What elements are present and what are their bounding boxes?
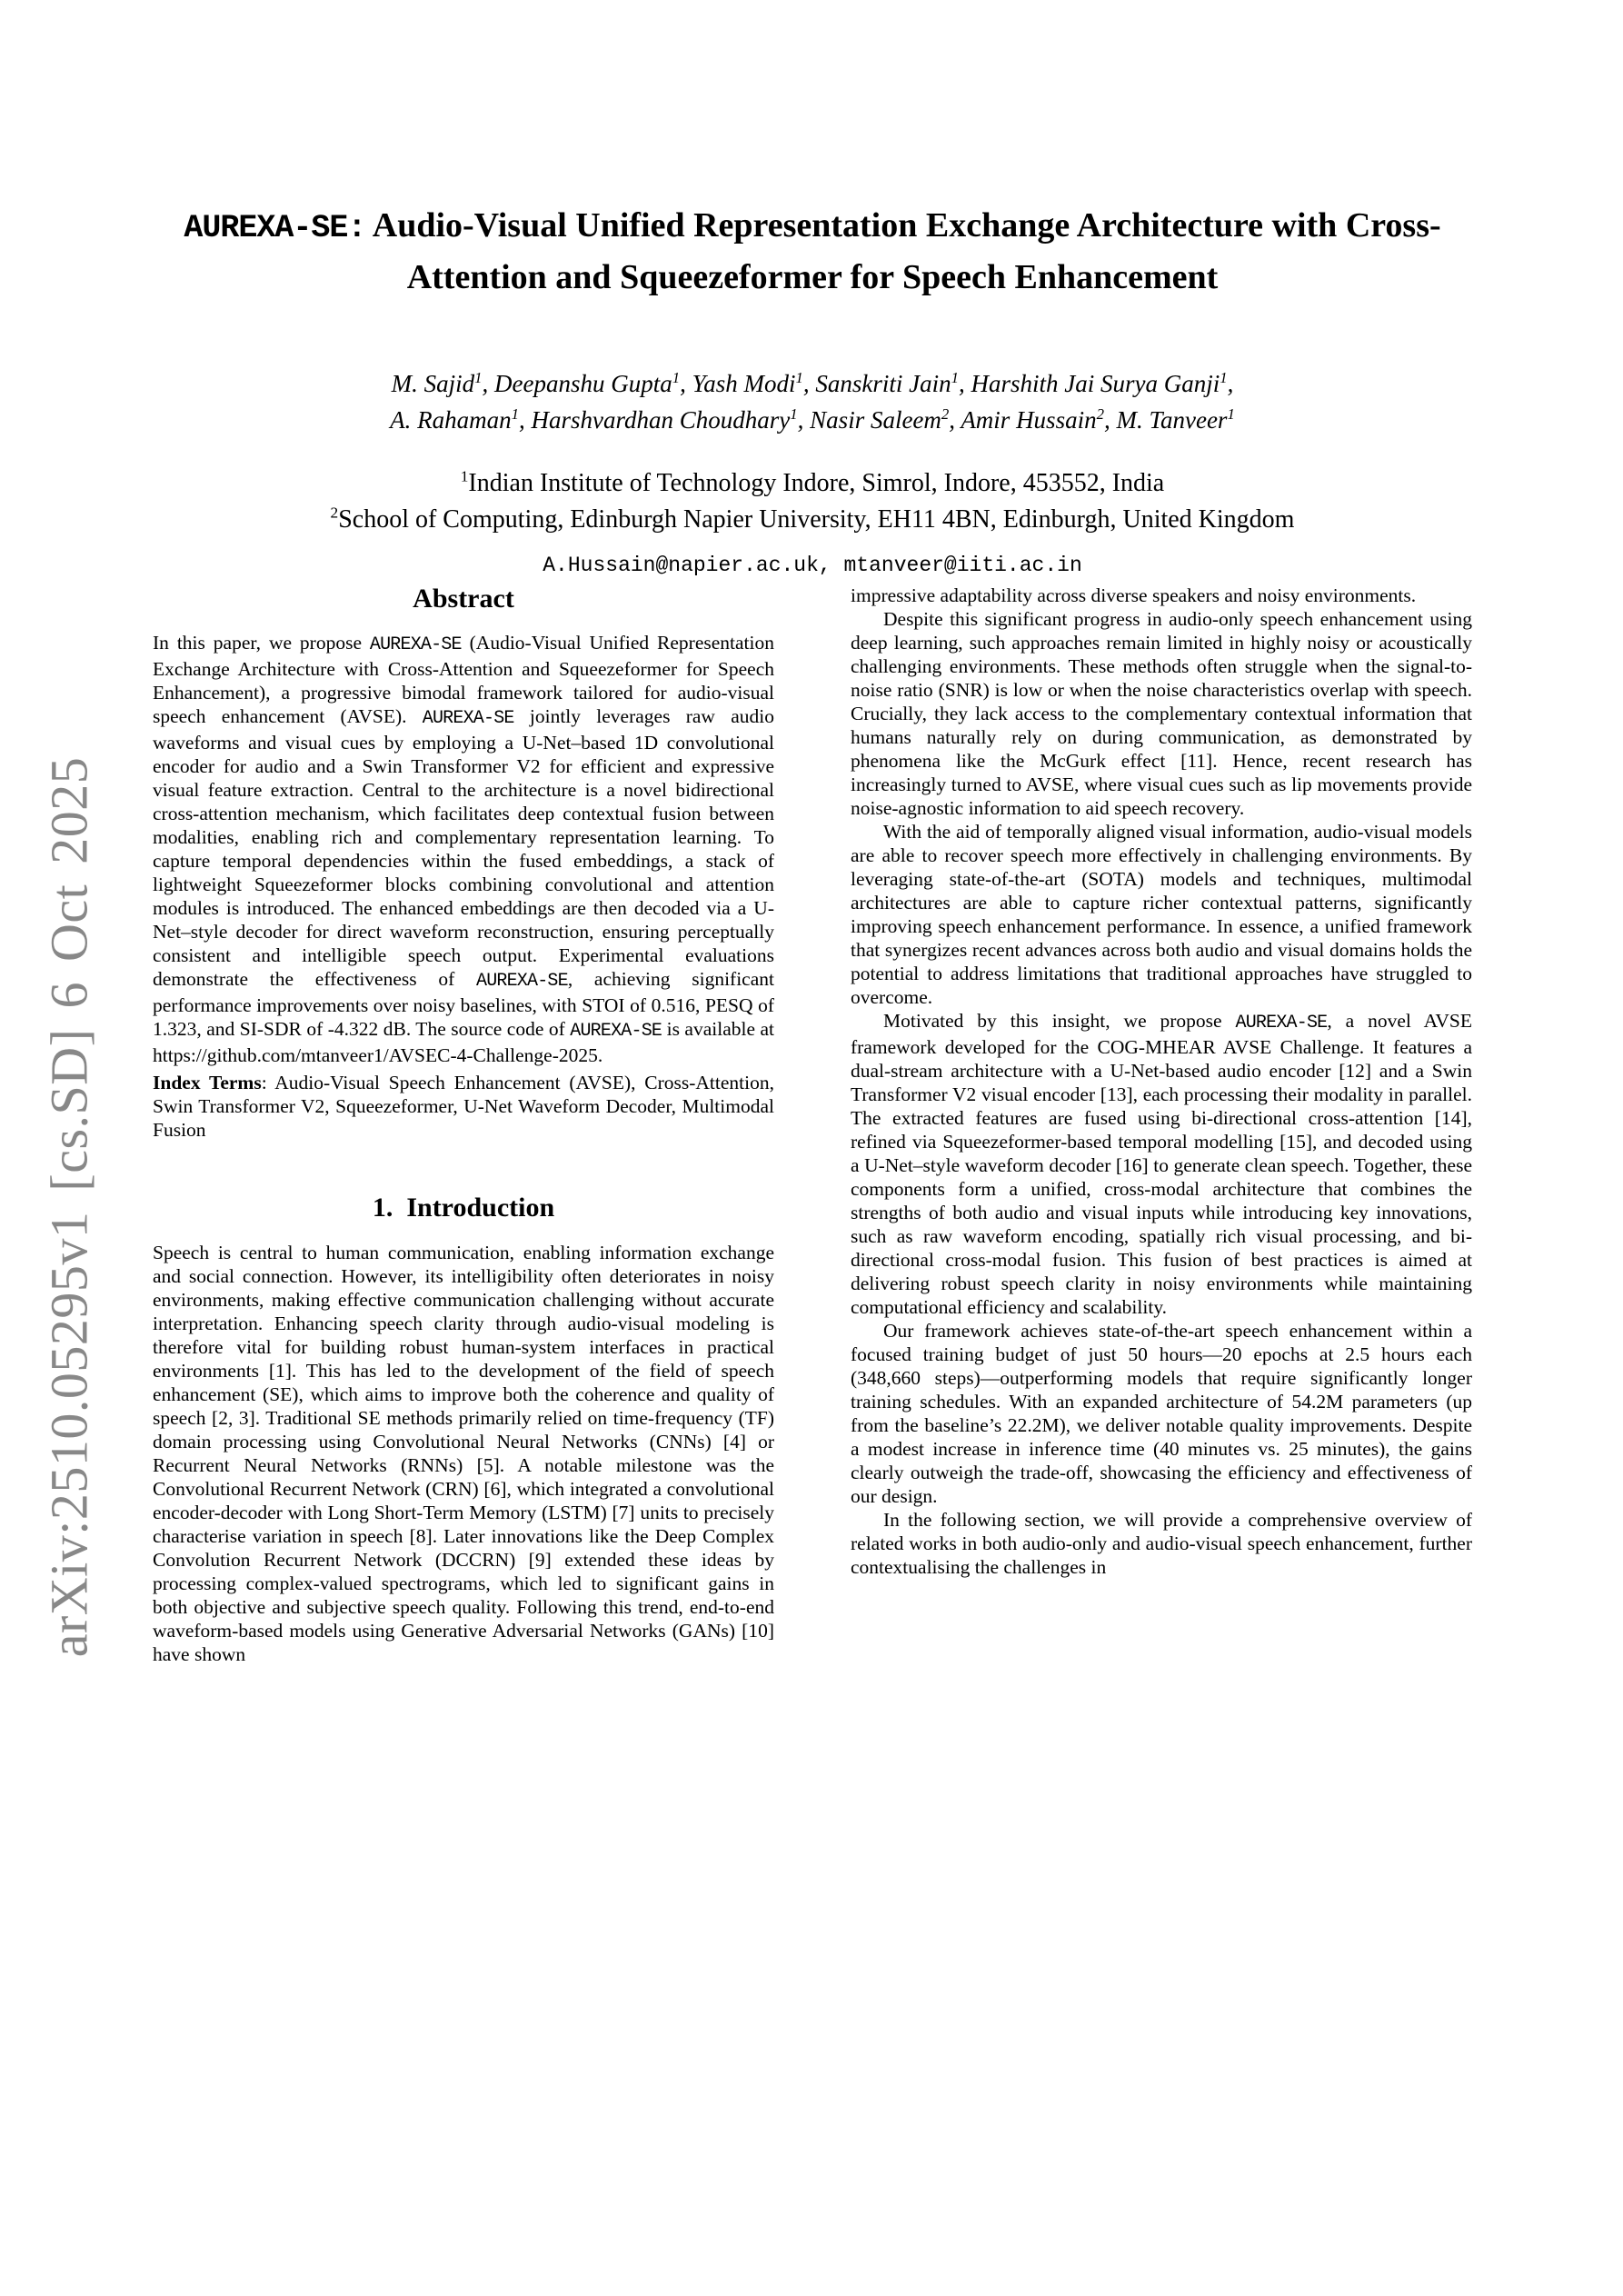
author-name: M. Sajid	[391, 370, 475, 397]
paper-title	[153, 0, 1472, 302]
inline-text: impressive adaptability across diverse speakers and noisy environments.	[851, 584, 1417, 606]
abstract-paragraph	[153, 631, 774, 1067]
affiliation-line	[153, 465, 1472, 502]
author-separator: ,	[519, 406, 532, 434]
author-separator: ,	[797, 406, 811, 434]
paragraph	[851, 584, 1472, 607]
author-separator: ,	[949, 406, 961, 434]
email-line: A.Hussain@napier.ac.uk, mtanveer@iiti.ac.in	[543, 554, 1082, 577]
paragraph	[153, 1241, 774, 1666]
introduction-heading	[153, 1193, 774, 1223]
author-name: Amir Hussain	[961, 406, 1097, 434]
author-separator: ,	[482, 370, 495, 397]
paragraph	[851, 607, 1472, 820]
inline-text: , achieving significant performance improvements over noisy baselines, with STOI of 0.516, PESQ of 1.323, and SI-SDR of -4.322 dB. The source code of	[153, 968, 774, 1040]
inline-text: Despite this significant progress in audio-only speech enhancement using deep learning, such approaches remain limited in highly noisy or acoustically challenging environments. These methods often struggle when the signal-to-noise ratio (SNR) is low or when the noise characteristics overlap with speech. Crucially, they lack access to the complementary contextual information that humans naturally rely on during communication, as demonstrated by phenomena like the McGurk effect [11]. Hence, recent research has increasingly turned to AVSE, where visual cues such as lip movements provide noise-agnostic information to aid speech recovery.	[851, 608, 1472, 819]
author-separator: ,	[958, 370, 971, 397]
author-affiliation-mark: 1	[1227, 405, 1235, 423]
author-affiliation-mark: 1	[1220, 369, 1228, 386]
section-number: 1.	[372, 1193, 393, 1223]
author-separator: ,	[680, 370, 692, 397]
affiliations-block	[153, 465, 1472, 538]
inline-text: Our framework achieves state-of-the-art speech enhancement within a focused training budget of just 50 hours—20 epochs at 2.5 hours each (348,660 steps)—outperforming models that require significantly longer training schedules. With an expanded architecture of 54.2M parameters (up from the baseline’s 22.2M), we deliver notable quality improvements. Despite a modest increase in inference time (40 minutes vs. 25 minutes), the gains clearly outweigh the trade-off, showcasing the efficiency and effectiveness of our design.	[851, 1320, 1472, 1507]
inline-text: In this paper, we propose	[153, 632, 370, 654]
affiliation-line	[153, 502, 1472, 538]
inline-mono-text: AUREXA-SE	[1235, 1013, 1328, 1033]
inline-text: , a novel AVSE framework developed for the COG-MHEAR AVSE Challenge. It features a dual-stream architecture with a U-Net-based audio encoder [12] and a Swin Transformer V2 visual encoder [13], each processing their modality in parallel. The extracted features are fused using bi-directional cross-attention [14], refined via Squeezeformer-based temporal modelling [15], and decoded using a U-Net–style waveform decoder [16] to generate clean speech. Together, these components form a unified, cross-modal architecture that combines the strengths of both audio and visual inputs while introducing key innovations, such as raw waveform encoding, spatially rich visual processing, and bi-directional cross-modal fusion. This fusion of best practices is aimed at delivering robust speech clarity in noisy environments while maintaining computational efficiency and scalability.	[851, 1010, 1472, 1318]
affiliation-text: Indian Institute of Technology Indore, Simrol, Indore, 453552, India	[468, 469, 1165, 497]
inline-text: is available at https://github.com/mtanveer1/AVSEC-4-Challenge-2025.	[153, 1018, 775, 1066]
inline-bold-text: Index Terms	[153, 1072, 262, 1093]
author-line	[153, 402, 1472, 438]
paper-content	[153, 0, 1472, 1666]
inline-text: Motivated by this insight, we propose	[883, 1010, 1236, 1032]
paragraph	[851, 820, 1472, 1009]
right-column-paragraphs	[851, 584, 1472, 1579]
arxiv-watermark: arXiv:2510.05295v1 [cs.SD] 6 Oct 2025	[39, 756, 99, 1658]
inline-mono-text: AUREXA-SE	[369, 634, 462, 655]
left-column	[153, 584, 774, 1666]
author-name: Harshvardhan Choudhary	[531, 406, 791, 434]
paragraph	[851, 1009, 1472, 1319]
author-affiliation-mark: 1	[474, 369, 483, 386]
author-affiliation-mark: 1	[672, 369, 681, 386]
introduction-left-paragraphs	[153, 1241, 774, 1666]
inline-mono-text: AUREXA-SE	[476, 971, 568, 992]
inline-mono-text: AUREXA-SE	[422, 708, 514, 729]
author-affiliation-mark: 1	[511, 405, 520, 423]
authors-block	[153, 365, 1472, 438]
paragraph	[851, 1319, 1472, 1508]
inline-text: Speech is central to human communication, enabling information exchange and social connection. However, its intelligibility often deteriorates in noisy environments, making effective communication challenging without accurate interpretation. Enhancing speech clarity through audio-visual modeling is therefore vital for building robust human-system interfaces in practical environments [1]. This has led to the development of the field of speech enhancement (SE), which aims to improve both the coherence and quality of speech [2, 3]. Traditional SE methods primarily relied on time-frequency (TF) domain processing using Convolutional Neural Networks (CNNs) [4] or Recurrent Neural Networks (RNNs) [5]. A notable milestone was the Convolutional Recurrent Network (CRN) [6], which integrated a convolutional encoder-decoder with Long Short-Term Memory (LSTM) [7] units to precisely characterise variation in speech [8]. Later innovations like the Deep Complex Convolution Recurrent Network (DCCRN) [9] extended these ideas by processing complex-valued spectrograms, which led to significant gains in both objective and subjective speech quality. Following this trend, end-to-end waveform-based models using Generative Adversarial Networks (GANs) [10] have shown	[153, 1242, 774, 1665]
author-separator: ,	[802, 370, 816, 397]
author-affiliation-mark: 1	[951, 369, 959, 386]
author-separator: ,	[1103, 406, 1117, 434]
affiliation-text: School of Computing, Edinburgh Napier University, EH11 4BN, Edinburgh, United Kingdom	[338, 505, 1295, 534]
paragraph	[851, 1508, 1472, 1579]
title-text: Audio-Visual Unified Representation Exchange Architecture with Cross-Attention and Squeezeformer for Speech Enhancement	[365, 206, 1441, 296]
right-column	[851, 584, 1472, 1579]
author-name: Nasir Saleem	[810, 406, 941, 434]
author-name: M. Tanveer	[1116, 406, 1228, 434]
author-name: Sanskriti Jain	[815, 370, 951, 397]
inline-text: jointly leverages raw audio waveforms and visual cues by employing a U-Net–based 1D convolutional encoder for audio and a Swin Transformer V2 for efficient and expressive visual feature extraction. Central to the architecture is a novel bidirectional cross-attention mechanism, which facilitates deep contextual fusion between modalities, enabling rich and complementary representation learning. To capture temporal dependencies within the fused embeddings, a stack of lightweight Squeezeformer blocks combining convolutional and attention modules is introduced. The enhanced embeddings are then decoded via a U-Net–style decoder for direct waveform reconstruction, ensuring perceptually consistent and intelligible speech output. Experimental evaluations demonstrate the effectiveness of	[153, 705, 774, 990]
inline-text: In the following section, we will provide a comprehensive overview of related works in both audio-only and audio-visual speech enhancement, further contextualising the challenges in	[851, 1509, 1472, 1578]
inline-text: With the aid of temporally aligned visual information, audio-visual models are able to recover speech more effectively in challenging environments. By leveraging state-of-the-art (SOTA) models and techniques, multimodal architectures are able to capture richer contextual patterns, significantly improving speech enhancement performance. In essence, a unified framework that synergizes recent advances across both audio and visual domains holds the potential to address limitations that traditional approaches have struggled to overcome.	[851, 821, 1472, 1008]
affiliation-mark: 1	[460, 467, 469, 485]
inline-text: (Audio-Visual Unified Representation Exchange Architecture with Cross-Attention and Squeezeformer for Speech Enhancement), a progressive bimodal framework tailored for audio-visual speech enhancement (AVSE).	[153, 632, 774, 727]
author-separator: ,	[1227, 370, 1234, 397]
index-terms	[153, 1071, 774, 1142]
section-title: Introduction	[406, 1193, 555, 1223]
author-name: Deepanshu Gupta	[494, 370, 672, 397]
author-name: Yash Modi	[692, 370, 796, 397]
inline-mono-text: AUREXA-SE	[570, 1021, 662, 1042]
author-affiliation-mark: 1	[795, 369, 803, 386]
inline-text: : Audio-Visual Speech Enhancement (AVSE), Cross-Attention, Swin Transformer V2, Squeezeformer, U-Net Waveform Decoder, Multimodal Fusion	[153, 1072, 774, 1141]
author-affiliation-mark: 1	[790, 405, 798, 423]
title-model-name: AUREXA-SE:	[184, 210, 366, 246]
author-line	[153, 365, 1472, 402]
author-affiliation-mark: 2	[1096, 405, 1104, 423]
author-name: A. Rahaman	[390, 406, 512, 434]
affiliation-mark: 2	[330, 504, 339, 522]
abstract-heading: Abstract	[413, 584, 514, 614]
author-name: Harshith Jai Surya Ganji	[971, 370, 1220, 397]
author-affiliation-mark: 2	[941, 405, 950, 423]
two-column-body	[153, 584, 1472, 1666]
